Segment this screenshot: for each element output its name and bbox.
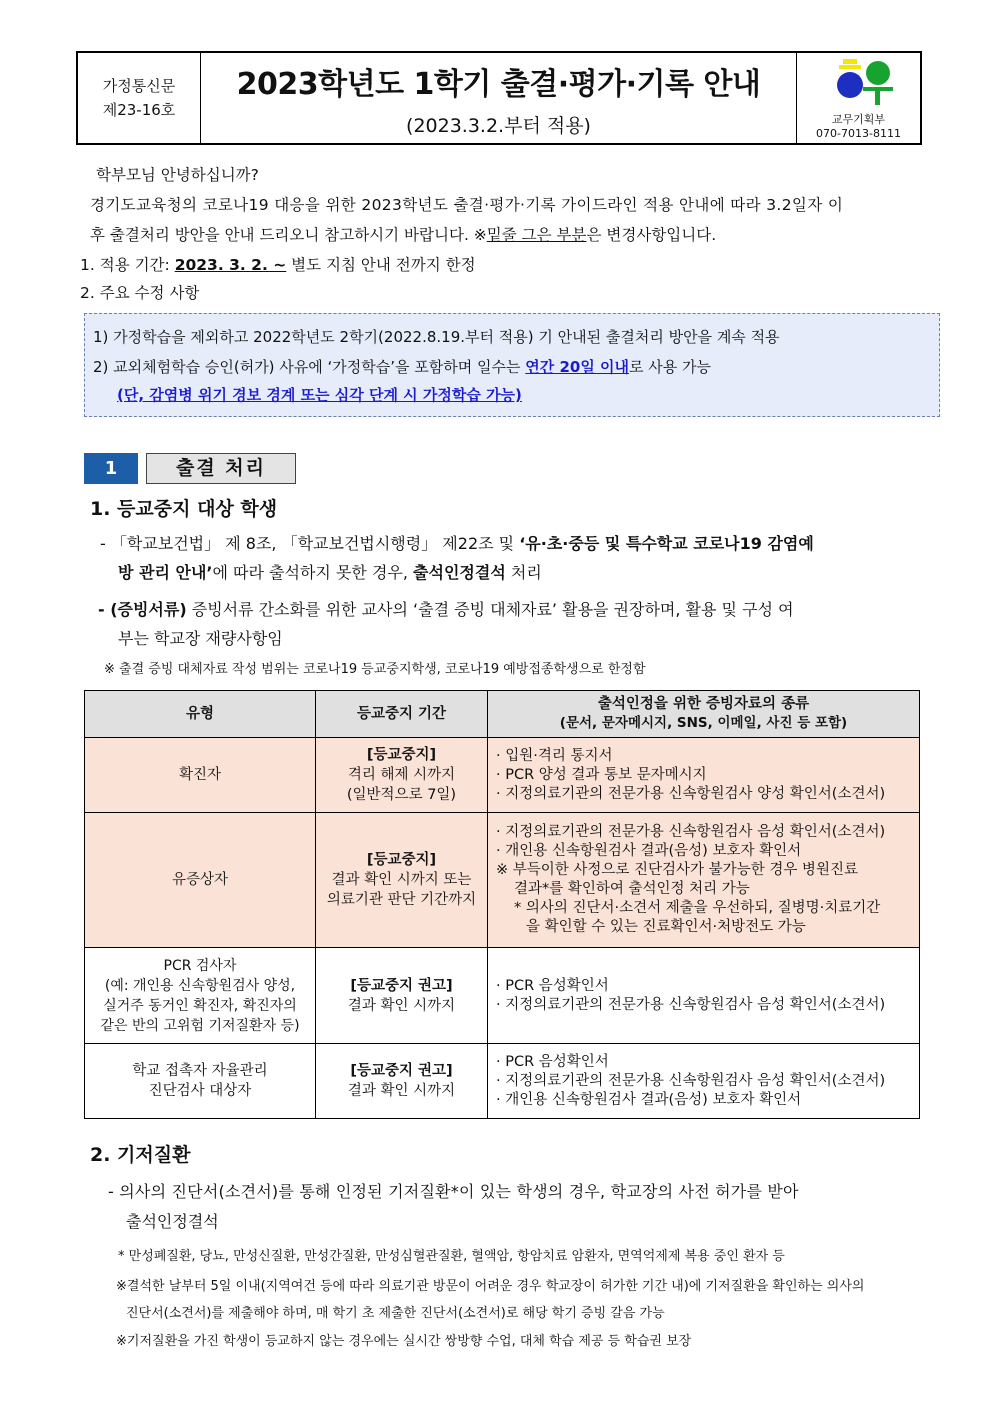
col-header-type: 유형 <box>85 691 316 738</box>
sub1-bullet-1-line-2: 방 관리 안내’에 따라 출석하지 못한 경우, 출석인정결석 처리 <box>118 563 542 582</box>
row-period: [등교중지] 격리 해제 시까지 (일반적으로 7일) <box>316 738 488 813</box>
page-title: 2023학년도 1학기 출결·평가·기록 안내 <box>236 67 761 102</box>
sub2-note-3: ※기저질환을 가진 학생이 등교하지 않는 경우에는 실시간 쌍방향 수업, 대체 학습 제공 등 학습권 보장 <box>116 1334 692 1349</box>
sub2-bullet-1-line-2: 출석인정결석 <box>126 1212 219 1231</box>
sub2-heading: 2. 기저질환 <box>90 1144 191 1166</box>
row-type: PCR 검사자 (예: 개인용 신속항원검사 양성, 실거주 동거인 확진자, 확진자의 같은 반의 고위험 기저질환자 등) <box>85 948 316 1044</box>
change-item-2: 2) 교외체험학습 승인(허가) 사유에 ‘가정학습’을 포함하며 일수는 연간 20일 이내로 사용 가능 <box>93 358 712 376</box>
sub1-heading: 1. 등교중지 대상 학생 <box>90 498 278 520</box>
sub2-note-2-line-2: 진단서(소견서)를 제출해야 하며, 매 학기 초 제출한 진단서(소견서)로 해당 학기 증빙 갈음 가능 <box>126 1306 665 1321</box>
intro-line-1: 경기도교육청의 코로나19 대응을 위한 2023학년도 출결·평가·기록 가이드라인 적용 안내에 따라 3.2일자 이 <box>90 196 844 214</box>
sub1-bullet-2-line-2: 부는 학교장 재량사항임 <box>118 629 283 648</box>
evidence-table <box>84 690 920 1119</box>
table-header-row <box>85 691 920 738</box>
sub1-note: ※ 출결 증빙 대체자료 작성 범위는 코로나19 등교중지학생, 코로나19 예방접종학생으로 한정함 <box>104 662 646 677</box>
section-title: 출결 처리 <box>146 453 296 484</box>
row-docs: · 입원·격리 통지서 · PCR 양성 결과 통보 문자메시지 · 지정의료기관의 전문가용 신속항원검사 양성 확인서(소견서) <box>488 738 920 813</box>
table-row <box>85 738 920 813</box>
row-period: [등교중지 권고] 결과 확인 시까지 <box>316 948 488 1044</box>
intro-line-2: 후 출결처리 방안을 안내 드리오니 참고하시기 바랍니다. ※밑줄 그은 부분은 변경사항입니다. <box>90 226 717 244</box>
row-type: 학교 접촉자 자율관리 진단검사 대상자 <box>85 1044 316 1119</box>
row-period: [등교중지] 결과 확인 시까지 또는 의료기관 판단 기간까지 <box>316 813 488 948</box>
notice-header <box>76 51 922 145</box>
change-item-3: (단, 감염병 위기 경보 경계 또는 심각 단계 시 가정학습 가능) <box>117 386 522 404</box>
col-header-docs: 출석인정을 위한 증빙자료의 종류 (문서, 문자메시지, SNS, 이메일, 사진 등 포함) <box>488 691 920 738</box>
sub2-note-2: ※결석한 날부터 5일 이내(지역여건 등에 따라 의료기관 방문이 어려운 경우 학교장이 허가한 기간 내)에 기저질환을 확인하는 의사의 <box>116 1279 865 1294</box>
page-subtitle: (2023.3.2.부터 적용) <box>406 115 591 137</box>
table-row <box>85 813 920 948</box>
col-header-period: 등교중지 기간 <box>316 691 488 738</box>
change-item-1: 1) 가정학습을 제외하고 2022학년도 2학기(2022.8.19.부터 적용) 기 안내된 출결처리 방안을 계속 적용 <box>93 328 780 346</box>
changes-label: 2. 주요 수정 사항 <box>80 284 200 302</box>
row-docs: · PCR 음성확인서 · 지정의료기관의 전문가용 신속항원검사 음성 확인서(소견서) <box>488 948 920 1044</box>
row-docs: · 지정의료기관의 전문가용 신속항원검사 음성 확인서(소견서) · 개인용 신속항원검사 결과(음성) 보호자 확인서 ※ 부득이한 사정으로 진단검사가 불가능한 경우 병원진료 결과*를 확인하여 출석인정 처리 가능 * 의사의 진단서·소견서 제출을 우선하되, 질병명·치료기간 을 확인할 수 있는 진료확인서·처방전도 가능 <box>488 813 920 948</box>
greeting: 학부모님 안녕하십니까? <box>96 166 259 184</box>
doc-number-cell <box>78 53 201 143</box>
sub2-note-1: * 만성폐질환, 당뇨, 만성신질환, 만성간질환, 만성심혈관질환, 혈액암, 항암치료 암환자, 면역억제제 복용 중인 환자 등 <box>118 1249 785 1264</box>
table-row <box>85 1044 920 1119</box>
table-row <box>85 948 920 1044</box>
sub1-bullet-1: - 「학교보건법」 제 8조, 「학교보건법시행령」 제22조 및 ‘유·초·중등 및 특수학교 코로나19 감염예 <box>100 534 814 553</box>
row-type: 확진자 <box>85 738 316 813</box>
row-type: 유증상자 <box>85 813 316 948</box>
dept-name: 교무기획부 <box>831 113 886 126</box>
doc-type: 가정통신문 <box>102 77 176 95</box>
changes-box <box>84 313 940 417</box>
dept-phone: 070-7013-8111 <box>816 127 901 140</box>
dept-cell <box>796 53 920 143</box>
apply-period: 1. 적용 기간: 2023. 3. 2. ~ 별도 지침 안내 전까지 한정 <box>80 256 476 274</box>
row-period: [등교중지 권고] 결과 확인 시까지 <box>316 1044 488 1119</box>
doc-number: 제23-16호 <box>102 101 176 119</box>
section-number: 1 <box>84 453 138 484</box>
sub2-bullet-1: - 의사의 진단서(소견서)를 통해 인정된 기저질환*이 있는 학생의 경우, 학교장의 사전 허가를 받아 <box>108 1182 799 1201</box>
dept-contact <box>797 113 920 141</box>
sub1-bullet-2: - (증빙서류) 증빙서류 간소화를 위한 교사의 ‘출결 증빙 대체자료’ 활용을 권장하며, 활용 및 구성 여 <box>98 600 794 619</box>
row-docs: · PCR 음성확인서 · 지정의료기관의 전문가용 신속항원검사 음성 확인서(소견서) · 개인용 신속항원검사 결과(음성) 보호자 확인서 <box>488 1044 920 1119</box>
school-logo <box>835 59 899 107</box>
